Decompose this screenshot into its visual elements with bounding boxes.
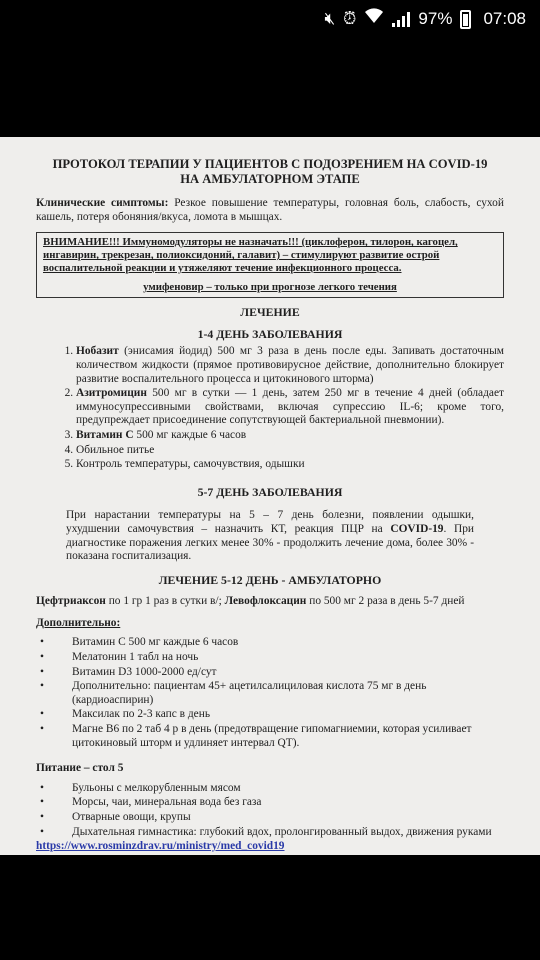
- document-image[interactable]: [0, 137, 540, 855]
- treatment-step: 3. Витамин С 500 мг каждые 6 часов: [76, 429, 504, 443]
- mute-icon: 🔇︎: [324, 9, 336, 28]
- nutrition-item: • Морсы, чаи, минеральная вода без газа: [36, 796, 504, 810]
- nutrition-item: • Бульоны с мелкорубленным мясом: [36, 782, 504, 796]
- alarm-icon: ⏰︎: [343, 9, 357, 28]
- battery-icon: [460, 10, 471, 29]
- additional-item: • Витамин D3 1000-2000 ед/сут: [36, 666, 504, 680]
- document-title: ПРОТОКОЛ ТЕРАПИИ У ПАЦИЕНТОВ С ПОДОЗРЕНИЕМ НА COVID-19 НА АМБУЛАТОРНОМ ЭТАПЕ: [52, 157, 488, 186]
- days-5-7-text: При нарастании температуры на 5 – 7 день болезни, появлении одышки, ухудшении самочувствия – назначить КТ, реакция ПЦР на COVID-19. При диагностике поражения легких менее 30% - продолжить лечение дома, более 30% - показана госпитализация.: [66, 509, 474, 563]
- additional-item: • Магне В6 по 2 таб 4 р в день (предотвращение гипомагниемии, которая усиливает цитокиновый шторм и удлиняет интервал QT).: [36, 723, 504, 750]
- treatment-step: 1. Нобазит (энисамия йодид) 500 мг 3 раза в день после еды. Запивать достаточным количеством жидкости (прямое противовирусное действие, дополнительно блокирует развитие воспалительного процесса и цитокинового шторма): [76, 345, 504, 386]
- treatment-heading: ЛЕЧЕНИЕ: [240, 305, 300, 320]
- status-bar: [0, 0, 540, 40]
- clinical-symptoms: Клинические симптомы: Резкое повышение температуры, головная боль, слабость, сухой кашель, потеря обоняния/вкуса, ломота в мышцах.: [36, 197, 504, 223]
- warning-box: [36, 232, 504, 298]
- treatment-step: 4. Обильное питье: [76, 444, 504, 458]
- status-icons: [324, 8, 526, 30]
- treatment-step: 2. Азитромицин 500 мг в сутки — 1 день, затем 250 мг в течение 4 дней (обладает иммуносупрессивными свойствами, включая супрессию IL-6; кроме того, предупреждает присоединение сопутствующей бактериальной пневмонии).: [76, 387, 504, 428]
- bottom-dark-area: [0, 855, 540, 960]
- clock: 07:08: [483, 9, 526, 28]
- warning-body: (циклоферон, тилорон, кагоцел, ингавирин, трекрезан, полиоксидоний, галавит) – стимулируют развитие острой воспалительной реакции и утяжеляют течение инфекционного процесса.: [43, 236, 458, 275]
- nutrition-item: • Дыхательная гимнастика: глубокий вдох, пролонгированный выдох, движения руками: [36, 826, 504, 840]
- additional-item: • Дополнительно: пациентам 45+ ацетилсалициловая кислота 75 мг в день (кардиоаспирин): [36, 680, 504, 707]
- days-1-4-heading: 1-4 ДЕНЬ ЗАБОЛЕВАНИЯ: [197, 326, 343, 341]
- additional-heading: Дополнительно:: [36, 616, 121, 629]
- battery-percent: 97%: [418, 9, 453, 28]
- additional-item: • Максилак по 2-3 капс в день: [36, 708, 504, 722]
- nutrition-heading: Питание – стол 5: [36, 762, 124, 775]
- days-5-12-heading: ЛЕЧЕНИЕ 5-12 ДЕНЬ - АМБУЛАТОРНО: [158, 572, 382, 587]
- nutrition-item: • Отварные овощи, крупы: [36, 811, 504, 825]
- nutrition-list: [36, 782, 504, 839]
- treatment-step: 5. Контроль температуры, самочувствия, одышки: [76, 458, 504, 472]
- additional-item: • Витамин С 500 мг каждые 6 часов: [36, 636, 504, 650]
- source-link[interactable]: https://www.rosminzdrav.ru/ministry/med_covid19: [36, 840, 285, 853]
- days-1-4-list: [36, 345, 504, 471]
- days-5-12-text: Цефтриаксон по 1 гр 1 раз в сутки в/; Левофлоксацин по 500 мг 2 раза в день 5-7 дней: [36, 595, 465, 608]
- warning-lead: ВНИМАНИЕ!!! Иммуномодуляторы не назначать!!!: [43, 236, 299, 249]
- additional-item: • Мелатонин 1 табл на ночь: [36, 651, 504, 665]
- warning-note: умифеновир – только при прогнозе легкого течения: [143, 281, 397, 294]
- signal-icon: [392, 11, 410, 27]
- additional-list: [36, 636, 504, 750]
- wifi-icon: [364, 8, 384, 30]
- days-5-7-heading: 5-7 ДЕНЬ ЗАБОЛЕВАНИЯ: [197, 484, 343, 499]
